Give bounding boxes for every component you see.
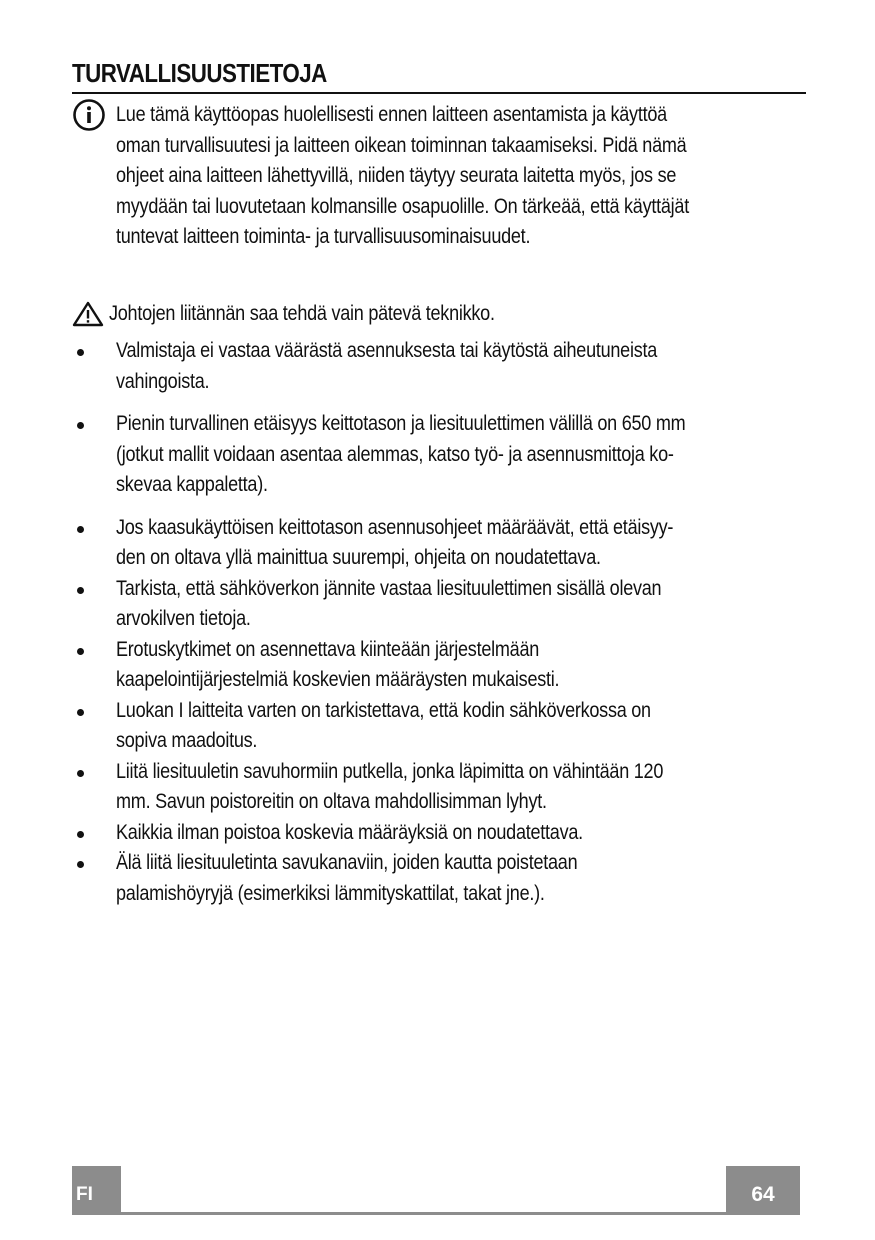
list-item [72,818,812,849]
bullet-icon [77,709,84,716]
list-item-line: Tarkista, että sähköverkon jännite vastaa liesituulettimen sisällä olevan [116,576,662,600]
bullet-icon [77,861,84,868]
page-number: 64 [751,1183,775,1206]
bullet-icon [77,422,84,429]
footer-page-tab [726,1166,800,1214]
bullet-icon [77,770,84,777]
list-item [72,336,812,397]
list-item-line: Erotuskytkimet on asennettava kiinteään järjestelmään [116,637,540,661]
list-item-line: skevaa kappaletta). [116,473,268,496]
bullet-icon [77,648,84,655]
list-item [72,848,812,909]
list-item [72,757,812,818]
safety-bullet-list [72,336,812,909]
list-item-line: sopiva maadoitus. [116,729,258,752]
footer-language-label: FI [76,1184,93,1205]
list-item-line: kaapelointijärjestelmiä koskevien määräysten mukaisesti. [116,668,560,691]
info-note-text [116,100,804,253]
info-note-line: tuntevat laitteen toiminta- ja turvallisuusominaisuudet. [116,225,531,248]
footer-bar [72,1212,800,1215]
bullet-icon [77,349,84,356]
bullet-icon [77,526,84,533]
bullet-icon [77,831,84,838]
list-item-line: palamishöyryjä (esimerkiksi lämmityskattilat, takat jne.). [116,881,545,905]
list-item-line: mm. Savun poistoreitin on oltava mahdollisimman lyhyt. [116,790,547,813]
info-note-line: myydään tai luovutetaan kolmansille osapuolille. On tärkeää, että käyttäjät [116,194,689,218]
list-item-line: Jos kaasukäyttöisen keittotason asennusohjeet määräävät, että etäisyy- [116,515,674,539]
list-item-line: Luokan I laitteita varten on tarkistettava, että kodin sähköverkossa on [116,698,651,722]
info-circle-icon [72,98,106,132]
list-item [72,635,812,696]
list-item-line: den on oltava yllä mainittua suurempi, ohjeita on noudatettava. [116,546,601,569]
footer-language-tab [72,1166,121,1214]
list-item-line: (jotkut mallit voidaan asentaa alemmas, katso työ- ja asennusmittoja ko- [116,442,674,466]
bullet-icon [77,587,84,594]
info-note-line: Lue tämä käyttöopas huolellisesti ennen laitteen asentamista ja käyttöä [116,103,667,126]
list-item [72,409,812,501]
list-item-line: arvokilven tietoja. [116,607,251,630]
list-item-line: Liitä liesituuletin savuhormiin putkella, jonka läpimitta on vähintään 120 [116,759,664,783]
list-item-line: Pienin turvallinen etäisyys keittotason ja liesituulettimen välillä on 650 mm [116,412,686,435]
warning-triangle-icon [72,301,104,327]
info-note-line: ohjeet aina laitteen lähettyvillä, niiden täytyy seurata laitetta myös, jos se [116,164,677,187]
warning-note-text: Johtojen liitännän saa tehdä vain pätevä teknikko. [109,302,495,325]
info-note-line: oman turvallisuutesi ja laitteen oikean toiminnan takaamiseksi. Pidä nämä [116,133,687,157]
list-item [72,696,812,757]
list-item [72,513,812,574]
list-item [72,574,812,635]
page-title: TURVALLISUUSTIETOJA [72,58,327,88]
list-item-line: Valmistaja ei vastaa väärästä asennuksesta tai käytöstä aiheutuneista [116,339,658,362]
list-item-line: Älä liitä liesituuletinta savukanaviin, joiden kautta poistetaan [116,851,578,874]
list-item-line: Kaikkia ilman poistoa koskevia määräyksiä on noudatettava. [116,820,583,844]
title-divider [72,92,806,94]
list-item-line: vahingoista. [116,369,210,393]
